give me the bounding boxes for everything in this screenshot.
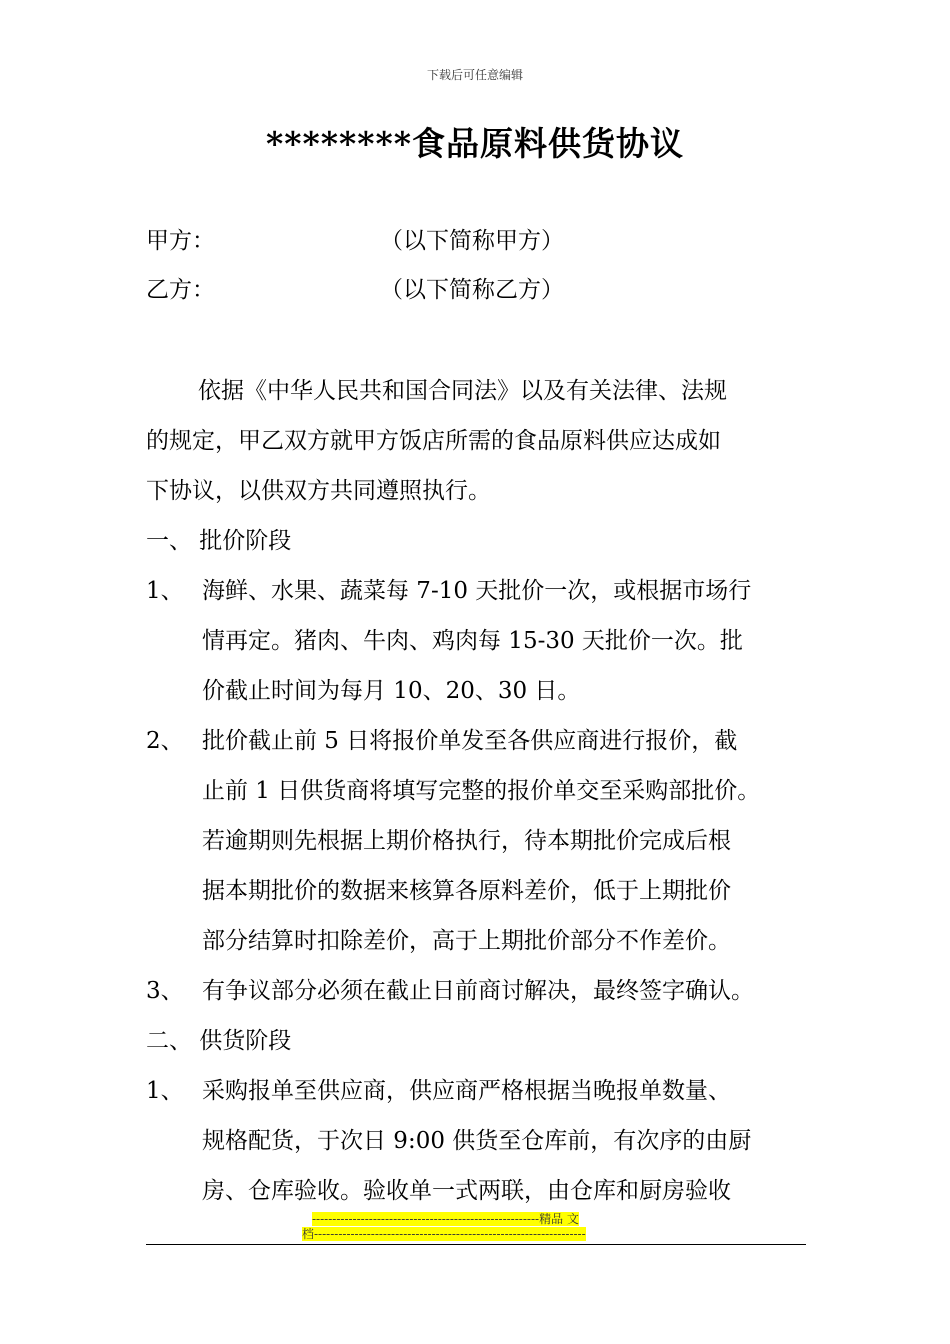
document-title: ********食品原料供货协议: [265, 124, 685, 163]
clause-number: 1、: [146, 1078, 184, 1104]
page-header-note: 下载后可任意编辑: [426, 68, 523, 82]
footer-divider: [146, 1244, 806, 1245]
clause-text-line: 有争议部分必须在截止日前商讨解决，最终签字确认。: [202, 978, 754, 1004]
preamble-line: 下协议，以供双方共同遵照执行。: [146, 478, 491, 504]
party-b-suffix: （以下简称乙方）: [380, 277, 564, 303]
clause-number: 2、: [146, 728, 184, 754]
footer-watermark-line: 档-------------------------------------------------------------------: [302, 1227, 586, 1241]
preamble-line: 的规定，甲乙双方就甲方饭店所需的食品原料供应达成如: [146, 428, 721, 454]
clause-text-line: 情再定。猪肉、牛肉、鸡肉每 15-30 天批价一次。批: [202, 628, 743, 654]
clause-text-line: 价截止时间为每月 10、20、30 日。: [202, 678, 581, 704]
section-heading-pricing: 一、 批价阶段: [146, 528, 292, 554]
clause-text-line: 房、仓库验收。验收单一式两联，由仓库和厨房验收: [202, 1178, 731, 1204]
footer-watermark-line: --------------------------------------------------------精品 文: [312, 1212, 579, 1226]
clause-text-line: 止前 1 日供货商将填写完整的报价单交至采购部批价。: [202, 778, 761, 804]
clause-text-line: 部分结算时扣除差价，高于上期批价部分不作差价。: [202, 928, 731, 954]
party-a-suffix: （以下简称甲方）: [380, 228, 564, 254]
clause-text-line: 海鲜、水果、蔬菜每 7-10 天批价一次，或根据市场行: [202, 578, 752, 604]
clause-number: 1、: [146, 578, 184, 604]
party-b-line: [146, 273, 564, 307]
section-heading-supply: 二、 供货阶段: [146, 1028, 292, 1054]
party-a-line: [146, 224, 564, 258]
party-a-label: 甲方：: [146, 228, 215, 254]
preamble-line: 依据《中华人民共和国合同法》以及有关法律、法规: [198, 378, 727, 404]
clause-text-line: 规格配货，于次日 9:00 供货至仓库前，有次序的由厨: [202, 1128, 752, 1154]
clause-text-line: 批价截止前 5 日将报价单发至各供应商进行报价，截: [202, 728, 738, 754]
party-b-label: 乙方：: [146, 277, 215, 303]
clause-text-line: 采购报单至供应商，供应商严格根据当晚报单数量、: [202, 1078, 731, 1104]
clause-text-line: 若逾期则先根据上期价格执行，待本期批价完成后根: [202, 828, 731, 854]
clause-number: 3、: [146, 978, 184, 1004]
clause-text-line: 据本期批价的数据来核算各原料差价，低于上期批价: [202, 878, 731, 904]
